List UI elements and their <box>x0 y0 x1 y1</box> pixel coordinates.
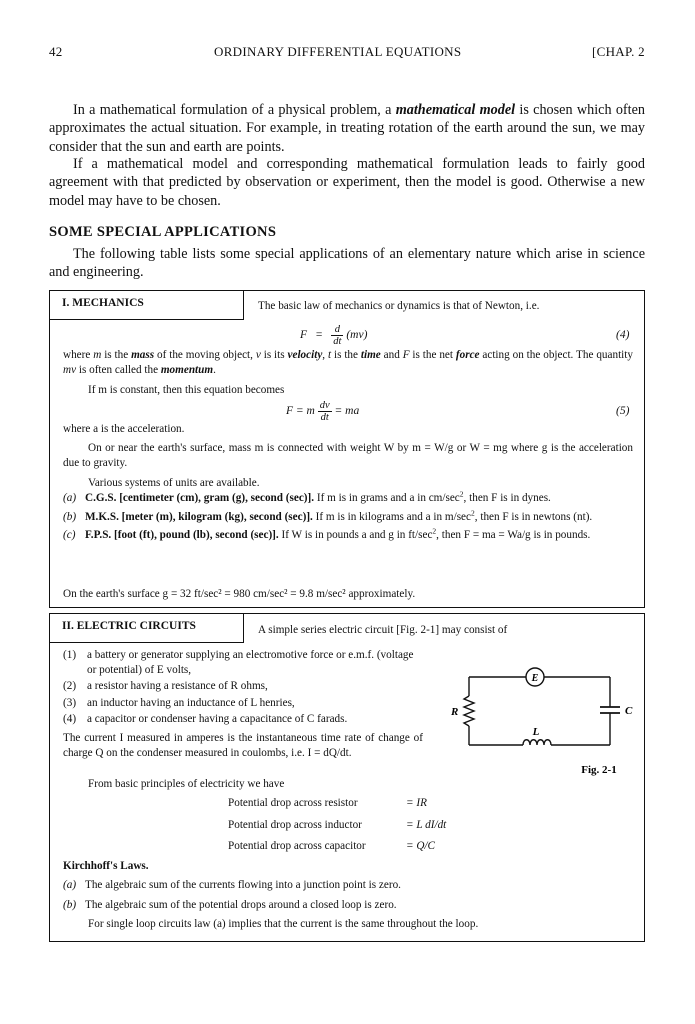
eq5-number: (5) <box>616 405 630 417</box>
single-loop-line: For single loop circuits law (a) implies that the current is the same throughout the loop. <box>88 918 479 930</box>
intro-p1-text-a: In a mathematical formulation of a physical problem, a <box>73 102 396 118</box>
component-item: (2) a resistor having a resistance of R ohms, <box>63 680 268 693</box>
running-title: ORDINARY DIFFERENTIAL EQUATIONS <box>214 44 462 59</box>
inductor-symbol <box>523 740 551 745</box>
eq4-equals: = <box>315 329 323 342</box>
current-definition: The current I measured in amperes is the instantaneous time rate of change of charge Q on the condenser measured in coulombs, i.e. I = dQ/dt. <box>63 732 423 759</box>
circuits-tab: II. ELECTRIC CIRCUITS <box>50 614 244 643</box>
circuit-components-list <box>63 648 423 729</box>
eq5-denominator: dt <box>320 412 329 423</box>
kirchhoff-heading: Kirchhoff's Laws. <box>63 860 149 872</box>
component-item: (4) a capacitor or condenser having a capacitance of C farads. <box>63 713 348 726</box>
eq5-numerator: dv <box>319 400 330 411</box>
eq4-numerator: d <box>331 324 343 336</box>
unit-systems-list <box>63 491 633 543</box>
unit-item: (b) M.K.S. [meter (m), kilogram (kg), second (sec)]. If m is in kilograms and a in $m/\sec^2$, then F is in newtons (nt). <box>63 507 593 523</box>
eq5-rhs: = ma <box>334 405 360 418</box>
principles-line: From basic principles of electricity we have <box>88 778 285 790</box>
mathematical-model-term: mathematical model <box>395 102 516 118</box>
eq4-lhs: F <box>300 329 308 342</box>
unit-item: (a) C.G.S. [centimeter (cm), gram (g), second (sec)]. If m is in grams and a in $cm/\sec^2$, then F is in dynes. <box>63 489 551 504</box>
mechanics-tab: I. MECHANICS <box>50 291 244 320</box>
eq5-lhs: F = m <box>286 405 315 418</box>
section-intro: The following table lists some special applications of an elementary nature which arise in science and engineering. <box>49 246 645 281</box>
circuit-diagram <box>443 648 643 788</box>
intro-p1-text-b: is chosen which often approximates the actual situation. For example, in treating rotation of the earth around the sun, we may consider that the sun and earth are points. <box>49 102 645 155</box>
potential-drops <box>228 796 446 854</box>
mechanics-where-1: where m is the mass of the moving object, v is its velocity, t is the time and F is the net force acting on the object. The quantity mv is often called the momentum. <box>63 349 633 376</box>
eq4-rhs: (mv) <box>346 329 368 342</box>
earth-surface-g: On the earth's surface g = 32 ft/sec² = 980 cm/sec² = 9.8 m/sec² approximately. <box>63 588 416 600</box>
drop-row: Potential drop across resistor = IR <box>228 797 427 809</box>
mechanics-intro: The basic law of mechanics or dynamics is that of Newton, i.e. <box>258 300 540 312</box>
intro-paragraph-2: If a mathematical model and corresponding mathematical formulation leads to fairly good agreement with that predicted by observation or experiment, then the model is good. Otherwise a new model may have to be chosen. <box>49 156 645 209</box>
law-item: (b) The algebraic sum of the potential drops around a closed loop is zero. <box>63 898 397 911</box>
circuits-box <box>49 613 645 942</box>
label-E: E <box>531 673 539 684</box>
unit-item: (c) F.P.S. [foot (ft), pound (lb), second (sec)]. If W is in pounds a and g in $ft/\sec^2$, then F = ma = Wa/g is in pounds. <box>63 526 591 542</box>
intro-paragraph-1 <box>49 101 645 156</box>
kirchhoff-laws <box>63 878 633 912</box>
label-C: C <box>625 705 633 717</box>
mechanics-where-2: where a is the acceleration. <box>63 423 185 435</box>
equation-4 <box>300 324 367 347</box>
law-item: (a) The algebraic sum of the currents flowing into a junction point is zero. <box>63 879 401 891</box>
mechanics-earth-paragraph: On or near the earth's surface, mass m is connected with weight W by m = W/g or W = mg where g is the acceleration due to gravity. <box>63 442 633 469</box>
circuits-intro: A simple series electric circuit [Fig. 2-1] may consist of <box>258 624 508 636</box>
label-L: L <box>532 726 540 738</box>
figure-caption: Fig. 2-1 <box>581 764 617 776</box>
equation-5 <box>286 400 359 423</box>
drop-row: Potential drop across capacitor = Q/C <box>228 840 435 853</box>
mechanics-constant-line: If m is constant, then this equation becomes <box>88 384 285 396</box>
resistor-symbol <box>464 696 474 726</box>
section-title: SOME SPECIAL APPLICATIONS <box>49 224 277 240</box>
chapter-label: [CHAP. 2 <box>592 44 645 59</box>
eq4-denominator: dt <box>333 336 342 347</box>
drop-row: Potential drop across inductor = L dI/dt <box>228 818 447 831</box>
label-R: R <box>451 706 459 718</box>
mechanics-box <box>49 290 645 608</box>
component-item: (1) a battery or generator supplying an electromotive force or e.m.f. (voltage or potential) of E volts, <box>63 649 414 676</box>
component-item: (3) an inductor having an inductance of L henries, <box>63 696 295 709</box>
eq4-number: (4) <box>616 329 630 341</box>
mechanics-systems-line: Various systems of units are available. <box>88 477 260 489</box>
page-number: 42 <box>49 44 63 59</box>
